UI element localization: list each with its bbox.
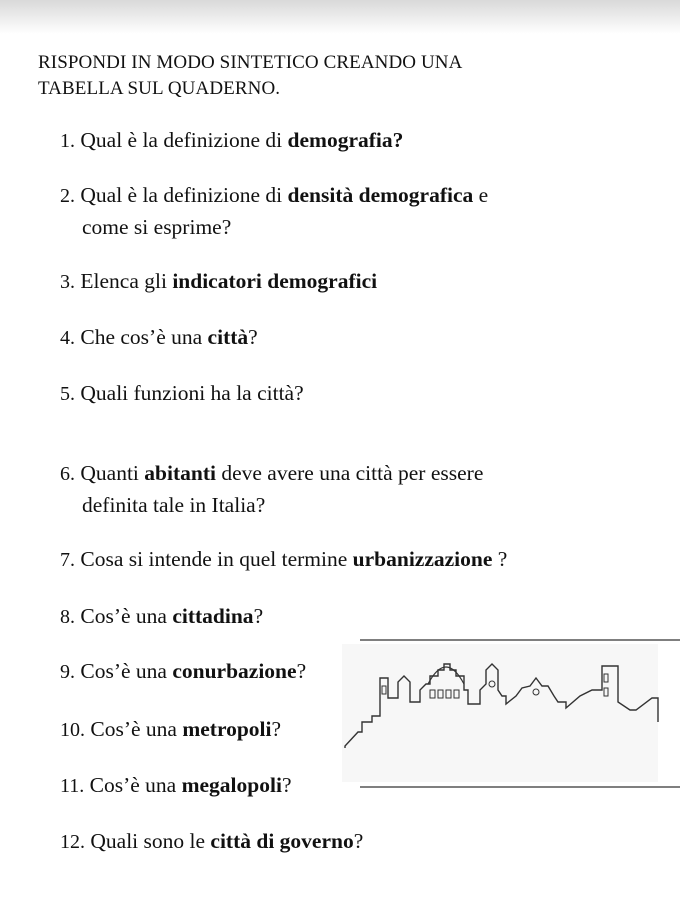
- question-continuation: definita tale in Italia?: [82, 493, 266, 517]
- question-4: [60, 322, 620, 354]
- question-text: Qual è la definizione di: [80, 183, 288, 207]
- question-number: 10.: [60, 719, 85, 741]
- question-keyword: indicatori demografici: [172, 269, 378, 293]
- question-continuation: come si esprime?: [82, 215, 232, 239]
- question-number: 12.: [60, 831, 85, 853]
- question-text: Cosa si intende in quel termine: [80, 547, 353, 571]
- question-suffix: ?: [296, 659, 307, 683]
- city-skyline-illustration: [340, 636, 680, 792]
- question-keyword: abitanti: [144, 461, 216, 485]
- question-suffix: ?: [492, 547, 508, 571]
- question-suffix: ?: [248, 325, 258, 349]
- instructions-line-1: RISPONDI IN MODO SINTETICO CREANDO UNA: [38, 52, 463, 73]
- question-keyword: città: [207, 325, 249, 349]
- question-keyword: demografia?: [287, 128, 404, 152]
- instructions-heading: [38, 50, 638, 102]
- question-keyword: cittadina: [172, 604, 254, 628]
- question-number: 11.: [60, 775, 85, 797]
- question-keyword: densità demografica: [287, 183, 474, 207]
- question-suffix: e: [473, 183, 489, 207]
- question-number: 1.: [60, 130, 75, 152]
- question-text: Quali sono le: [90, 829, 211, 853]
- question-text: Quali funzioni ha la città?: [80, 381, 304, 405]
- question-suffix: ?: [253, 604, 264, 628]
- question-3: [60, 266, 620, 298]
- question-number: 3.: [60, 271, 75, 293]
- question-number: 5.: [60, 383, 75, 405]
- question-8: [60, 601, 620, 633]
- question-text: Cos’è una: [80, 604, 173, 628]
- question-keyword: città di governo: [210, 829, 354, 853]
- question-12: [60, 826, 620, 858]
- question-suffix: ?: [281, 773, 292, 797]
- question-text: Che cos’è una: [80, 325, 208, 349]
- question-suffix: ?: [271, 717, 282, 741]
- question-text: Cos’è una: [90, 717, 183, 741]
- skyline-background: [342, 644, 658, 782]
- question-keyword: metropoli: [182, 717, 272, 741]
- question-suffix: ?: [353, 829, 364, 853]
- question-number: 4.: [60, 327, 75, 349]
- question-6: [60, 458, 620, 521]
- question-number: 8.: [60, 606, 75, 628]
- question-text: Qual è la definizione di: [80, 128, 288, 152]
- question-text: Quanti: [80, 461, 145, 485]
- question-text: Cos’è una: [89, 773, 182, 797]
- question-keyword: urbanizzazione: [352, 547, 493, 571]
- question-number: 9.: [60, 661, 75, 683]
- question-number: 7.: [60, 549, 75, 571]
- question-5: [60, 378, 620, 410]
- question-7: [60, 544, 620, 576]
- question-suffix: deve avere una città per essere: [215, 461, 484, 485]
- question-number: 6.: [60, 463, 75, 485]
- question-keyword: megalopoli: [181, 773, 282, 797]
- top-shadow: [0, 0, 680, 34]
- question-number: 2.: [60, 185, 75, 207]
- question-text: Elenca gli: [80, 269, 173, 293]
- question-1: [60, 125, 620, 157]
- question-2: [60, 180, 620, 243]
- instructions-line-2: TABELLA SUL QUADERNO.: [38, 78, 281, 99]
- question-keyword: conurbazione: [172, 659, 297, 683]
- question-text: Cos’è una: [80, 659, 173, 683]
